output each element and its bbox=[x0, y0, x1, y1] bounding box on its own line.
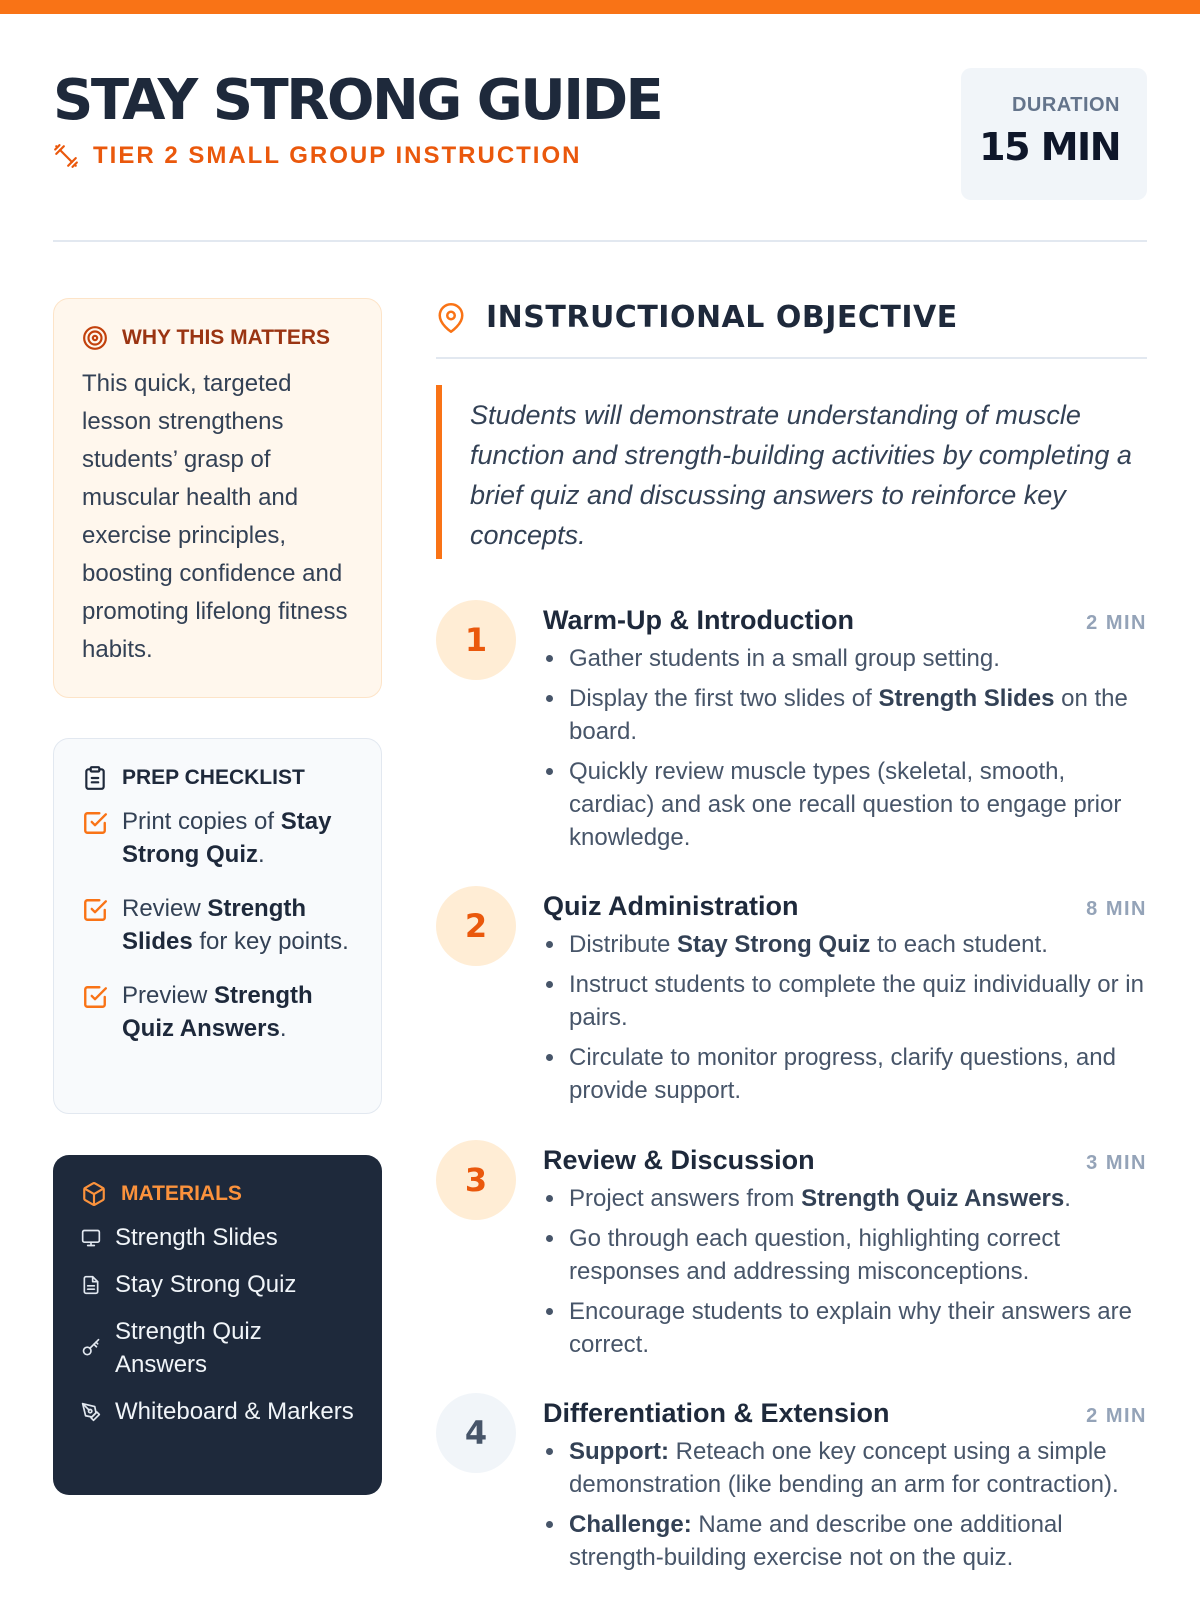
prep-heading-text: PREP CHECKLIST bbox=[122, 766, 305, 789]
checklist-item bbox=[82, 979, 353, 1045]
bullet-item: Instruct students to complete the quiz individually or in pairs. bbox=[543, 968, 1147, 1034]
step-number-badge: 3 bbox=[436, 1140, 516, 1220]
material-label: Whiteboard & Markers bbox=[115, 1398, 354, 1425]
why-heading-text: WHY THIS MATTERS bbox=[122, 326, 331, 349]
material-label: Strength Quiz Answers bbox=[115, 1318, 262, 1378]
bullet-item: Go through each question, highlighting correct responses and addressing misconceptions. bbox=[543, 1222, 1147, 1288]
step-duration: 8 MIN bbox=[1086, 898, 1147, 920]
material-item bbox=[81, 1221, 354, 1254]
why-heading bbox=[82, 325, 353, 351]
checkbox-checked-icon bbox=[82, 810, 108, 836]
bullet-item: Project answers from Strength Quiz Answers. bbox=[543, 1182, 1147, 1215]
bullet-item: Gather students in a small group setting. bbox=[543, 642, 1147, 675]
materials-list bbox=[81, 1221, 354, 1428]
target-icon bbox=[82, 325, 108, 351]
key-icon bbox=[81, 1338, 101, 1358]
step-title: Quiz Administration bbox=[543, 891, 799, 921]
material-item bbox=[81, 1268, 354, 1301]
monitor-icon bbox=[81, 1228, 101, 1248]
marker-icon bbox=[81, 1402, 101, 1422]
page-title: STAY STRONG GUIDE bbox=[53, 68, 662, 133]
checkbox-checked-icon bbox=[82, 897, 108, 923]
materials-heading bbox=[81, 1181, 354, 1207]
step-bullets bbox=[543, 1435, 1147, 1574]
checklist-item-text: Review Strength Slides for key points. bbox=[122, 895, 349, 955]
step-number-badge: 1 bbox=[436, 600, 516, 680]
materials-card bbox=[53, 1155, 382, 1495]
bullet-item: Display the first two slides of Strength Slides on the board. bbox=[543, 682, 1147, 748]
bullet-item: Distribute Stay Strong Quiz to each student. bbox=[543, 928, 1147, 961]
objective-heading-text: INSTRUCTIONAL OBJECTIVE bbox=[486, 300, 958, 335]
checklist-item-text: Preview Strength Quiz Answers. bbox=[122, 982, 313, 1042]
why-text: This quick, targeted lesson strengthens students’ grasp of muscular health and exercise principles, boosting confidence and promoting lifelong fitness habits. bbox=[82, 370, 348, 663]
checklist-item-text: Print copies of Stay Strong Quiz. bbox=[122, 808, 332, 868]
duration-box bbox=[961, 68, 1147, 200]
document-icon bbox=[81, 1275, 101, 1295]
bullet-item: Challenge: Name and describe one additional strength-building exercise not on the quiz. bbox=[543, 1508, 1147, 1574]
map-pin-icon bbox=[436, 303, 466, 333]
prep-checklist-card bbox=[53, 738, 382, 1114]
step-title: Differentiation & Extension bbox=[543, 1398, 890, 1428]
material-item bbox=[81, 1395, 354, 1428]
step-bullets bbox=[543, 928, 1147, 1107]
duration-label: DURATION bbox=[1011, 94, 1120, 116]
step-number-badge: 4 bbox=[436, 1393, 516, 1473]
objective-divider bbox=[436, 357, 1147, 359]
material-label: Strength Slides bbox=[115, 1224, 278, 1251]
dumbbell-icon bbox=[53, 143, 79, 169]
bullet-item: Encourage students to explain why their answers are correct. bbox=[543, 1295, 1147, 1361]
step-duration: 2 MIN bbox=[1086, 612, 1147, 634]
step-title: Warm-Up & Introduction bbox=[543, 605, 854, 635]
checkbox-checked-icon bbox=[82, 984, 108, 1010]
subtitle-text: TIER 2 SMALL GROUP INSTRUCTION bbox=[93, 142, 582, 169]
objective-heading bbox=[436, 300, 958, 335]
subtitle bbox=[53, 142, 581, 170]
materials-heading-text: MATERIALS bbox=[121, 1182, 242, 1205]
duration-value: 15 MIN bbox=[979, 125, 1120, 169]
step-duration: 3 MIN bbox=[1086, 1152, 1147, 1174]
step-title: Review & Discussion bbox=[543, 1145, 815, 1175]
clipboard-icon bbox=[82, 765, 108, 791]
material-item bbox=[81, 1315, 354, 1381]
step-number-badge: 2 bbox=[436, 886, 516, 966]
why-this-matters-card bbox=[53, 298, 382, 698]
box-icon bbox=[81, 1181, 107, 1207]
bullet-item: Support: Reteach one key concept using a simple demonstration (like bending an arm for contraction). bbox=[543, 1435, 1147, 1501]
step-duration: 2 MIN bbox=[1086, 1405, 1147, 1427]
objective-quote: Students will demonstrate understanding of muscle function and strength-building activities by completing a brief quiz and discussing answers to reinforce key concepts. bbox=[436, 385, 1147, 559]
header-divider bbox=[53, 240, 1147, 242]
step-bullets bbox=[543, 642, 1147, 854]
prep-heading bbox=[82, 765, 353, 791]
checklist-item bbox=[82, 892, 353, 958]
bullet-item: Quickly review muscle types (skeletal, smooth, cardiac) and ask one recall question to engage prior knowledge. bbox=[543, 755, 1147, 854]
checklist-item bbox=[82, 805, 353, 871]
accent-top-bar bbox=[0, 0, 1200, 14]
step-bullets bbox=[543, 1182, 1147, 1361]
material-label: Stay Strong Quiz bbox=[115, 1271, 297, 1298]
bullet-item: Circulate to monitor progress, clarify questions, and provide support. bbox=[543, 1041, 1147, 1107]
prep-checklist bbox=[82, 805, 353, 1045]
